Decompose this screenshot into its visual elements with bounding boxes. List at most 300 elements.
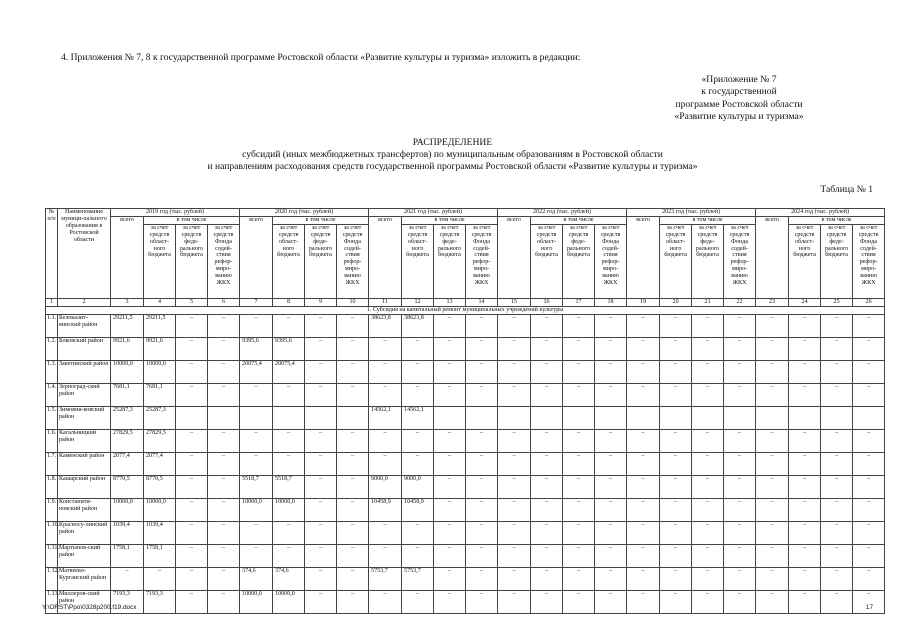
table-cell: – (208, 544, 240, 567)
table-cell: 5518,7 (240, 475, 273, 498)
header-including: в том числе (531, 216, 627, 224)
table-cell: – (531, 498, 563, 521)
table-cell: – (821, 521, 853, 544)
table-cell: 9000,0 (402, 475, 434, 498)
table-cell: – (595, 498, 627, 521)
header-total: всего (498, 216, 531, 298)
table-cell: 1039,4 (111, 521, 144, 544)
table-cell: – (595, 360, 627, 383)
table-cell: – (853, 567, 885, 590)
municipality-name: Боковский район (58, 337, 111, 360)
table-cell: 10000,0 (144, 498, 176, 521)
table-cell: 8770,5 (111, 475, 144, 498)
table-cell: – (111, 567, 144, 590)
header-total: всего (240, 216, 273, 298)
column-number: 19 (627, 298, 660, 306)
table-cell: 10458,9 (402, 498, 434, 521)
municipality-name: Зимовни-ковский район (58, 406, 111, 429)
table-cell: – (305, 498, 337, 521)
header-total: всего (369, 216, 402, 298)
table-cell: – (273, 429, 305, 452)
table-cell: – (176, 337, 208, 360)
table-cell: – (756, 498, 789, 521)
table-cell: – (531, 590, 563, 613)
table-cell: – (724, 383, 756, 406)
table-cell (240, 406, 273, 429)
table-cell: – (434, 429, 466, 452)
table-cell: – (692, 475, 724, 498)
column-number: 26 (853, 298, 885, 306)
column-number: 9 (305, 298, 337, 306)
table-cell: 1758,1 (111, 544, 144, 567)
table-cell: – (531, 314, 563, 337)
table-cell: – (724, 544, 756, 567)
table-cell: – (531, 475, 563, 498)
municipality-name: Мартынов-ский район (58, 544, 111, 567)
table-cell: – (369, 452, 402, 475)
table-cell: – (337, 337, 369, 360)
table-cell: 7681,1 (111, 383, 144, 406)
table-cell: – (305, 567, 337, 590)
table-cell: 14562,1 (402, 406, 434, 429)
table-cell: – (563, 544, 595, 567)
table-cell: – (789, 567, 821, 590)
table-cell: 1758,1 (144, 544, 176, 567)
table-row (46, 429, 885, 452)
table-cell: – (595, 521, 627, 544)
table-cell: – (337, 360, 369, 383)
table-cell (273, 406, 305, 429)
table-cell: – (176, 475, 208, 498)
table-cell: – (595, 383, 627, 406)
header-funding-source: за счет средств Фонда содей-ствия рефор-миро-ванию ЖКХ (208, 224, 240, 298)
table-cell: – (756, 383, 789, 406)
table-cell: – (498, 521, 531, 544)
table-cell: 9000,0 (369, 475, 402, 498)
table-cell: – (434, 498, 466, 521)
table-cell: – (208, 521, 240, 544)
table-cell: 374,6 (273, 567, 305, 590)
table-cell: – (595, 567, 627, 590)
table-cell: – (176, 360, 208, 383)
table-cell: 7193,3 (144, 590, 176, 613)
column-number: 4 (144, 298, 176, 306)
table-cell: – (724, 475, 756, 498)
table-cell: – (627, 452, 660, 475)
table-cell: 10000,0 (111, 498, 144, 521)
table-cell: – (789, 590, 821, 613)
table-cell: – (789, 429, 821, 452)
table-cell: – (853, 498, 885, 521)
table-cell: – (660, 383, 692, 406)
table-cell: – (434, 383, 466, 406)
table-cell: – (337, 383, 369, 406)
row-number: 1.10. (46, 521, 58, 544)
table-cell: – (563, 498, 595, 521)
table-cell: – (660, 567, 692, 590)
table-cell: – (369, 383, 402, 406)
table-cell (305, 406, 337, 429)
table-cell: – (466, 360, 498, 383)
table-cell: – (627, 337, 660, 360)
table-cell: – (434, 452, 466, 475)
table-cell: – (563, 475, 595, 498)
appendix-line: к государственной (701, 86, 777, 98)
row-number: 1.8. (46, 475, 58, 498)
table-cell: – (176, 521, 208, 544)
table-cell: – (337, 452, 369, 475)
row-number: 1.3. (46, 360, 58, 383)
table-cell: – (660, 475, 692, 498)
table-cell: – (821, 337, 853, 360)
table-cell: – (756, 544, 789, 567)
table-cell: – (853, 521, 885, 544)
municipality-name: Кашарский район (58, 475, 111, 498)
table-cell: – (208, 360, 240, 383)
table-cell: – (660, 452, 692, 475)
table-cell: – (853, 429, 885, 452)
table-cell: – (466, 590, 498, 613)
table-cell: 25287,3 (144, 406, 176, 429)
table-cell (563, 406, 595, 429)
municipality-name: Белокалит-винский район (58, 314, 111, 337)
table-cell: 9395,6 (240, 337, 273, 360)
table-cell: – (466, 383, 498, 406)
table-cell: – (531, 452, 563, 475)
table-cell: – (466, 521, 498, 544)
header-funding-source: за счет средств феде-рального бюджета (176, 224, 208, 298)
table-cell: – (337, 521, 369, 544)
table-cell: – (337, 498, 369, 521)
appendix-line: программе Ростовской области (675, 98, 803, 110)
table-cell (660, 406, 692, 429)
header-funding-source: за счет средств област-ного бюджета (789, 224, 821, 298)
table-cell: – (466, 567, 498, 590)
table-cell: – (531, 567, 563, 590)
distribution-table (45, 208, 885, 614)
table-cell: – (240, 544, 273, 567)
table-cell: – (789, 544, 821, 567)
table-cell: – (692, 452, 724, 475)
table-cell: 27829,5 (144, 429, 176, 452)
table-cell: – (821, 567, 853, 590)
table-cell: – (660, 590, 692, 613)
table-cell: – (208, 475, 240, 498)
table-row (46, 498, 885, 521)
table-cell: – (627, 314, 660, 337)
municipality-name: Красносу-линский район (58, 521, 111, 544)
table-cell: – (821, 360, 853, 383)
table-cell: – (692, 521, 724, 544)
title-line: РАСПРЕДЕЛЕНИЕ (412, 137, 493, 148)
table-cell: 10000,0 (240, 590, 273, 613)
table-cell: – (756, 429, 789, 452)
table-cell: – (176, 567, 208, 590)
table-cell: 374,6 (240, 567, 273, 590)
table-cell: – (498, 337, 531, 360)
table-cell: – (144, 567, 176, 590)
table-cell: 20075,4 (240, 360, 273, 383)
table-cell: – (853, 383, 885, 406)
table-cell: – (821, 498, 853, 521)
table-cell: – (305, 314, 337, 337)
table-cell: – (498, 452, 531, 475)
table-cell: 14562,1 (369, 406, 402, 429)
table-cell: – (821, 544, 853, 567)
table-cell: – (240, 452, 273, 475)
table-cell: – (273, 452, 305, 475)
table-cell: – (789, 314, 821, 337)
column-number: 3 (111, 298, 144, 306)
table-cell: – (563, 360, 595, 383)
table-cell: – (692, 590, 724, 613)
column-number: 8 (273, 298, 305, 306)
table-cell: – (337, 429, 369, 452)
table-cell: – (692, 429, 724, 452)
column-number: 25 (821, 298, 853, 306)
table-cell: 29211,5 (144, 314, 176, 337)
row-number: 1.11. (46, 544, 58, 567)
column-number: 7 (240, 298, 273, 306)
table-cell: – (498, 475, 531, 498)
header-funding-source: за счет средств област-ного бюджета (402, 224, 434, 298)
table-cell: – (369, 521, 402, 544)
table-cell: – (756, 360, 789, 383)
table-cell: – (660, 314, 692, 337)
table-cell: – (724, 314, 756, 337)
table-cell: 5518,7 (273, 475, 305, 498)
table-cell: – (789, 475, 821, 498)
column-number: 12 (402, 298, 434, 306)
header-total: всего (627, 216, 660, 298)
table-cell: – (498, 314, 531, 337)
table-cell (595, 406, 627, 429)
column-number: 11 (369, 298, 402, 306)
table-cell: – (208, 337, 240, 360)
table-cell: – (531, 429, 563, 452)
municipality-name: Каменский район (58, 452, 111, 475)
table-cell: – (595, 475, 627, 498)
row-number: 1.5. (46, 406, 58, 429)
column-number: 1 (46, 298, 58, 306)
table-cell: – (176, 383, 208, 406)
table-cell: – (627, 429, 660, 452)
table-cell: – (434, 567, 466, 590)
table-cell: – (337, 567, 369, 590)
table-cell: – (563, 567, 595, 590)
table-cell: 29211,5 (111, 314, 144, 337)
table-cell: – (466, 544, 498, 567)
title-line: и направлениям расходования средств государственной программы Ростовской области «Развитие культуры и туризма» (207, 161, 698, 173)
column-number: 17 (563, 298, 595, 306)
table-cell: – (692, 360, 724, 383)
table-cell: – (756, 452, 789, 475)
table-cell: – (627, 360, 660, 383)
table-cell: – (240, 521, 273, 544)
header-including: в том числе (402, 216, 498, 224)
table-cell: – (531, 360, 563, 383)
table-cell: – (595, 337, 627, 360)
column-number: 18 (595, 298, 627, 306)
municipality-name: Матвеево-Курганский район (58, 567, 111, 590)
column-number: 5 (176, 298, 208, 306)
table-cell: – (563, 429, 595, 452)
header-total: всего (756, 216, 789, 298)
table-cell: – (595, 314, 627, 337)
table-cell: 10000,0 (273, 498, 305, 521)
table-cell: 7193,3 (111, 590, 144, 613)
table-cell: – (337, 544, 369, 567)
row-number: 1.1. (46, 314, 58, 337)
table-cell: 5753,7 (402, 567, 434, 590)
header-year: 2023 год (тыс. рублей) (627, 209, 756, 217)
header-funding-source: за счет средств феде-рального бюджета (434, 224, 466, 298)
row-number: 1.13. (46, 590, 58, 613)
table-cell: 5753,7 (369, 567, 402, 590)
table-cell: 2077,4 (144, 452, 176, 475)
row-number: 1.2. (46, 337, 58, 360)
table-cell: – (692, 383, 724, 406)
table-row (46, 360, 885, 383)
table-cell: – (240, 314, 273, 337)
table-cell: – (853, 360, 885, 383)
table-cell: 27829,5 (111, 429, 144, 452)
table-cell: – (853, 337, 885, 360)
table-cell (853, 406, 885, 429)
header-including: в том числе (660, 216, 756, 224)
table-cell: – (208, 314, 240, 337)
table-cell: – (627, 590, 660, 613)
table-cell: – (466, 429, 498, 452)
header-year: 2024 год (тыс. рублей) (756, 209, 885, 217)
table-cell: – (724, 337, 756, 360)
table-cell: – (466, 498, 498, 521)
table-cell: – (627, 498, 660, 521)
table-cell: – (531, 337, 563, 360)
header-funding-source: за счет средств феде-рального бюджета (563, 224, 595, 298)
table-cell (337, 406, 369, 429)
table-cell: – (208, 498, 240, 521)
table-cell: – (789, 383, 821, 406)
table-cell: – (821, 590, 853, 613)
header-funding-source: за счет средств феде-рального бюджета (305, 224, 337, 298)
table-cell (627, 406, 660, 429)
table-cell: 25287,3 (111, 406, 144, 429)
table-cell (821, 406, 853, 429)
table-cell: – (402, 337, 434, 360)
table-cell: – (660, 360, 692, 383)
column-number: 23 (756, 298, 789, 306)
table-cell: – (627, 567, 660, 590)
table-cell: – (369, 429, 402, 452)
table-cell: – (531, 544, 563, 567)
table-cell: – (627, 544, 660, 567)
appendix-line: «Развитие культуры и туризма» (674, 111, 804, 123)
table-cell: – (821, 452, 853, 475)
table-cell: – (434, 337, 466, 360)
table-cell (724, 406, 756, 429)
header-funding-source: за счет средств област-ного бюджета (531, 224, 563, 298)
table-cell: – (821, 314, 853, 337)
table-cell: 9921,6 (144, 337, 176, 360)
table-cell (756, 406, 789, 429)
table-cell: 7681,1 (144, 383, 176, 406)
table-cell: – (853, 544, 885, 567)
table-cell: – (337, 475, 369, 498)
header-year: 2022 год (тыс. рублей) (498, 209, 627, 217)
table-cell: – (337, 314, 369, 337)
table-row (46, 567, 885, 590)
table-cell: – (692, 567, 724, 590)
table-cell: – (498, 429, 531, 452)
column-number: 14 (466, 298, 498, 306)
header-funding-source: за счет средств феде-рального бюджета (821, 224, 853, 298)
table-cell: – (305, 383, 337, 406)
table-cell: – (434, 521, 466, 544)
table-cell: – (821, 383, 853, 406)
table-cell: – (305, 452, 337, 475)
column-number: 10 (337, 298, 369, 306)
header-funding-source: за счет средств област-ного бюджета (273, 224, 305, 298)
table-row (46, 590, 885, 613)
table-cell: – (531, 383, 563, 406)
table-cell: – (627, 521, 660, 544)
table-cell: 1039,4 (144, 521, 176, 544)
header-including: в том числе (789, 216, 885, 224)
table-cell: – (498, 567, 531, 590)
table-cell: – (789, 337, 821, 360)
column-number: 20 (660, 298, 692, 306)
table-cell: – (724, 360, 756, 383)
table-cell: 2077,4 (111, 452, 144, 475)
header-year: 2020 год (тыс. рублей) (240, 209, 369, 217)
column-number: 6 (208, 298, 240, 306)
header-total: всего (111, 216, 144, 298)
table-cell: – (369, 337, 402, 360)
table-row (46, 383, 885, 406)
row-number: 1.6. (46, 429, 58, 452)
table-cell: – (531, 521, 563, 544)
table-cell (208, 406, 240, 429)
table-cell: – (208, 567, 240, 590)
table-cell: – (369, 544, 402, 567)
table-cell: – (563, 521, 595, 544)
table-cell: – (853, 590, 885, 613)
table-cell (498, 406, 531, 429)
table-cell: – (498, 498, 531, 521)
file-path-footer: Y:\ORST\Ppo\0328p200.f19.docx (42, 604, 137, 611)
table-cell: – (692, 498, 724, 521)
table-cell: – (369, 360, 402, 383)
table-cell: – (853, 475, 885, 498)
column-number: 24 (789, 298, 821, 306)
intro-text: 4. Приложения № 7, 8 к государственной программе Ростовской области «Развитие культуры и туризма» изложить в редакции: (61, 52, 581, 63)
table-cell: – (434, 544, 466, 567)
page-number: 17 (865, 604, 873, 611)
header-including: в том числе (144, 216, 240, 224)
table-cell: – (305, 429, 337, 452)
appendix-heading (629, 74, 849, 124)
table-cell: – (563, 314, 595, 337)
table-cell: – (208, 383, 240, 406)
table-row (46, 314, 885, 337)
table-cell: – (756, 475, 789, 498)
header-funding-source: за счет средств феде-рального бюджета (692, 224, 724, 298)
table-cell (692, 406, 724, 429)
table-cell: – (724, 452, 756, 475)
title-line: субсидий (иных межбюджетных трансфертов) по муниципальным образованиям в Ростовской области (242, 149, 663, 161)
table-row (46, 337, 885, 360)
